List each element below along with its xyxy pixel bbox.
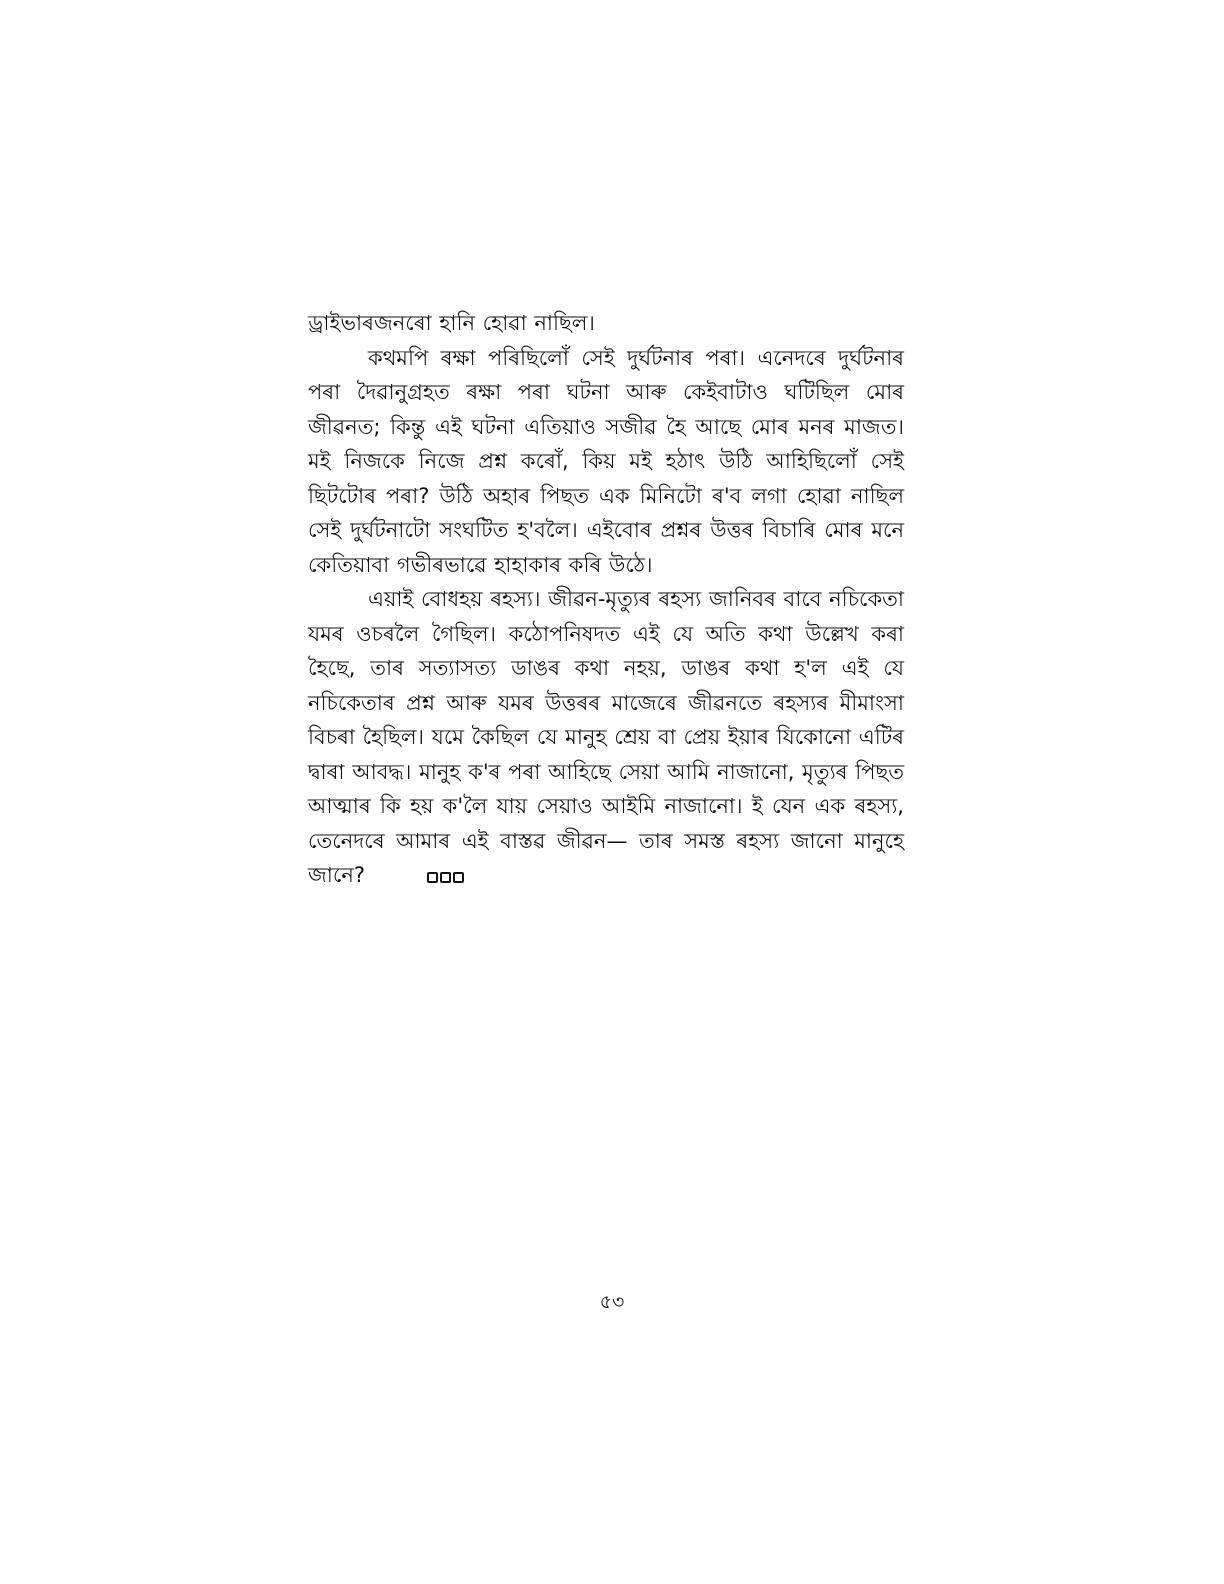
end-of-article-icon: [367, 859, 466, 894]
body-text: [308, 306, 904, 894]
paragraph-1: ড্ৰাইভাৰজনৰো হানি হোৱা নাছিল।: [308, 311, 595, 335]
page-number: ৫৩: [599, 1291, 625, 1313]
paragraph-2: কথমপি ৰক্ষা পৰিছিলোঁ সেই দুৰ্ঘটনাৰ পৰা। এনেদৰে দুৰ্ঘটনাৰ পৰা দৈৱানুগ্ৰহত ৰক্ষা পৰা ঘটনা আৰু কেইবাটাও ঘটিছিল মোৰ জীৱনত; কিন্তু এই ঘটনা এতিয়াও সজীৱ হৈ আছে মোৰ মনৰ মাজত। মই নিজকে নিজে প্ৰশ্ন কৰোঁ, কিয় মই হঠাৎ উঠি আহিছিলোঁ সেই ছিটটোৰ পৰা? উঠি অহাৰ পিছত এক মিনিটো ৰ'ব লগা হোৱা নাছিল সেই দুৰ্ঘটনাটো সংঘটিত হ'বলৈ। এইবোৰ প্ৰশ্নৰ উত্তৰ বিচাৰি মোৰ মনে কেতিয়াবা গভীৰভাৱে হাহাকাৰ কৰি উঠে।: [308, 345, 904, 577]
paragraph-3: [308, 582, 904, 894]
paragraph-3-text: এয়াই বোধহয় ৰহস্য। জীৱন-মৃত্যুৰ ৰহস্য জানিবৰ বাবে নচিকেতা যমৰ ওচৰলৈ গৈছিল। কঠোপনিষদত এই যে অতি কথা উল্লেখ কৰা হৈছে, তাৰ সত্যাসত্য ডাঙৰ কথা নহয়, ডাঙৰ কথা হ'ল এই যে নচিকেতাৰ প্ৰশ্ন আৰু যমৰ উত্তৰৰ মাজেৰে জীৱনতে ৰহস্যৰ মীমাংসা বিচৰা হৈছিল। যমে কৈছিল যে মানুহ শ্ৰেয় বা প্ৰেয় ইয়াৰ যিকোনো এটিৰ দ্বাৰা আবদ্ধ। মানুহ ক'ৰ পৰা আহিছে সেয়া আমি নাজানো, মৃত্যুৰ পিছত আত্মাৰ কি হয় ক'লৈ যায় সেয়াও আইমি নাজানো। ই যেন এক ৰহস্য, তেনেদৰে আমাৰ এই বাস্তৱ জীৱন— তাৰ সমস্ত ৰহস্য জানো মানুহে জানে?: [308, 587, 904, 887]
